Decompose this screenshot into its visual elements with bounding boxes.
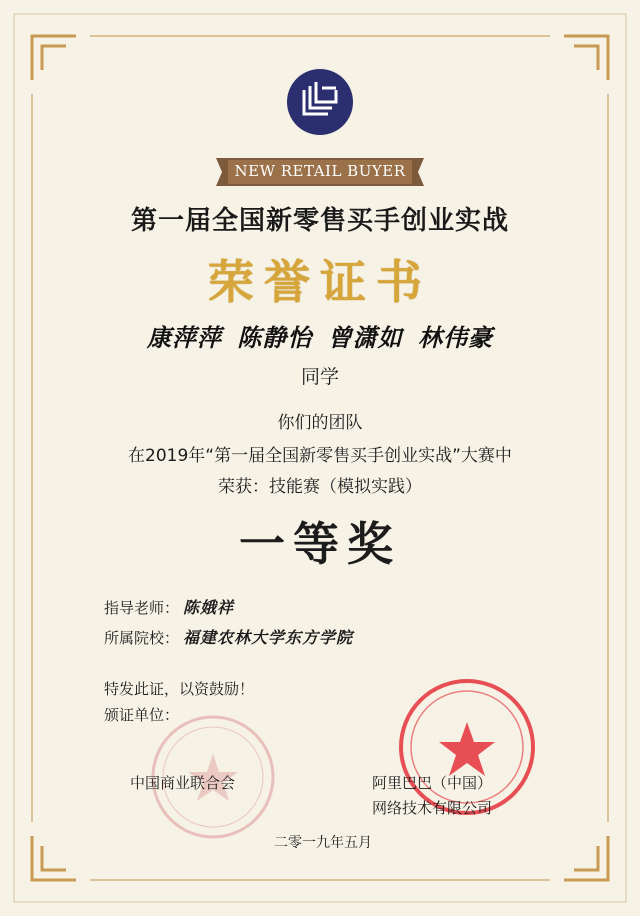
school-row xyxy=(104,625,353,648)
logo-icon xyxy=(286,68,354,136)
event-title: 第一届全国新零售买手创业实战 xyxy=(130,206,509,236)
advisor-label: 指导老师： xyxy=(104,599,180,617)
student-suffix: 同学 xyxy=(300,366,339,388)
brand-ribbon-text: NEW RETAIL BUYER xyxy=(234,162,406,180)
school-value: 福建农林大学东方学院 xyxy=(183,628,354,647)
body-line-2: 在2019年“第一届全国新零售买手创业实战”大赛中 xyxy=(128,446,512,466)
issuer-2-line-1: 阿里巴巴（中国） xyxy=(372,774,493,792)
brand-ribbon xyxy=(206,156,434,188)
advisor-value: 陈娥祥 xyxy=(183,598,235,617)
advisor-row xyxy=(104,595,234,618)
issuer-1: 中国商业联合会 xyxy=(130,774,236,792)
encourage-text: 特发此证，以资鼓励！ xyxy=(104,680,255,698)
body-line-1: 你们的团队 xyxy=(277,413,363,433)
issuer-2-line-2: 网络技术有限公司 xyxy=(372,799,493,817)
prize-title: 一等奖 xyxy=(239,517,401,571)
issue-date: 二零一九年五月 xyxy=(274,835,372,851)
honor-title: 荣誉证书 xyxy=(208,255,432,309)
body-line-3: 荣获：技能赛（模拟实践） xyxy=(218,477,422,497)
school-label: 所属院校： xyxy=(104,629,180,647)
issuer-label: 颁证单位： xyxy=(104,706,180,724)
recipient-names: 康萍萍 陈静怡 曾潇如 林伟豪 xyxy=(146,323,494,352)
